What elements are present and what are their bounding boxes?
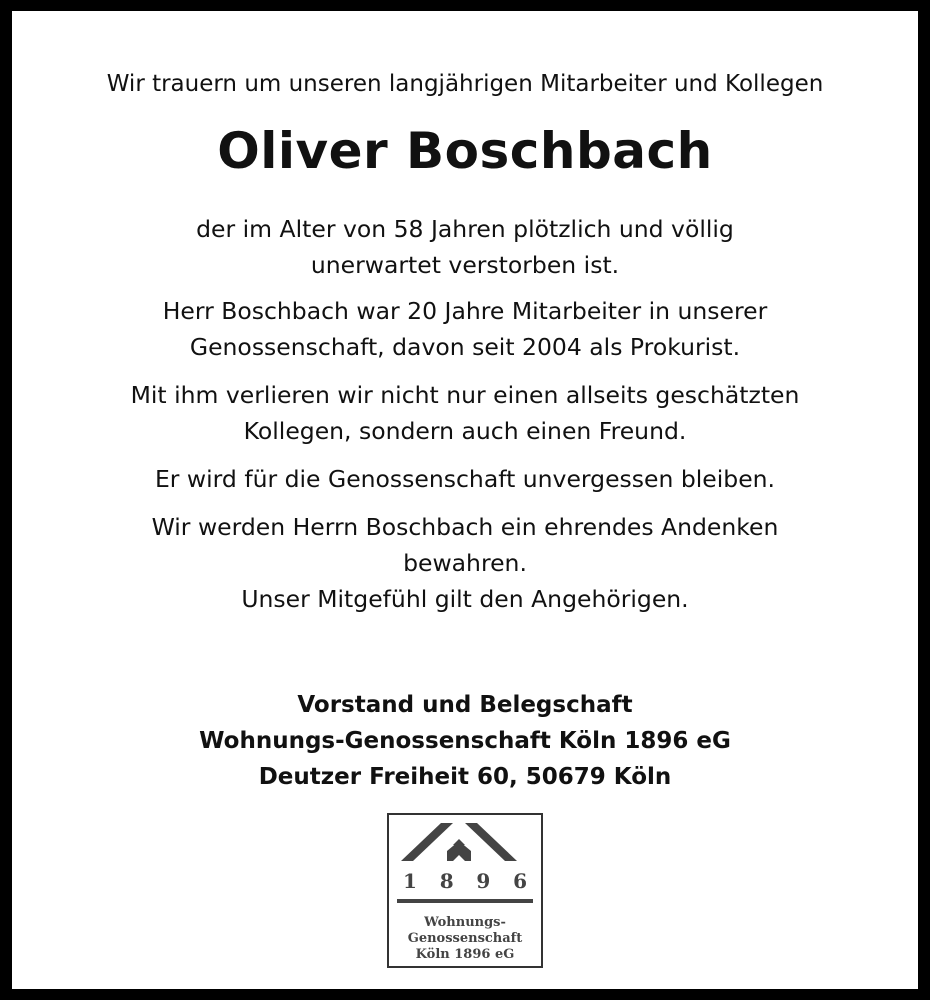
logo-year: [389, 869, 541, 893]
paragraph-age: [12, 211, 918, 283]
signature-line: Wohnungs-Genossenschaft Köln 1896 eG: [199, 728, 731, 754]
logo-digit: 6: [513, 869, 527, 893]
text-line: unerwartet verstorben ist.: [310, 251, 620, 279]
logo-line: Köln 1896 eG: [415, 947, 515, 962]
paragraph-career: [12, 293, 918, 365]
obituary-notice: [12, 11, 918, 989]
signature-line: Vorstand und Belegschaft: [297, 692, 633, 718]
logo-digit: 8: [439, 869, 454, 893]
paragraph-loss: [12, 377, 918, 449]
logo-digit: 9: [476, 869, 491, 893]
company-logo: [387, 813, 543, 968]
signature-block: [12, 687, 918, 795]
paragraph-condolence: [12, 509, 918, 617]
logo-text: [389, 915, 541, 963]
signature-line: Deutzer Freiheit 60, 50679 Köln: [258, 764, 672, 790]
text-line: Wir werden Herrn Boschbach ein ehrendes Andenken: [151, 513, 779, 541]
text-line: Mit ihm verlieren wir nicht nur einen allseits geschätzten: [130, 381, 800, 409]
logo-line: Genossenschaft: [407, 931, 523, 946]
logo-digit: 1: [403, 869, 417, 893]
text-line: bewahren.: [403, 549, 527, 577]
deceased-name: Oliver Boschbach: [217, 122, 713, 180]
text-line: Unser Mitgefühl gilt den Angehörigen.: [241, 585, 689, 613]
text-line: Er wird für die Genossenschaft unvergessen bleiben.: [154, 465, 776, 493]
text-line: Kollegen, sondern auch einen Freund.: [243, 417, 687, 445]
text-line: der im Alter von 58 Jahren plötzlich und völlig: [196, 215, 734, 243]
logo-line: Wohnungs-: [424, 915, 506, 930]
intro-line: Wir trauern um unseren langjährigen Mitarbeiter und Kollegen: [106, 71, 824, 97]
text-line: Herr Boschbach war 20 Jahre Mitarbeiter in unserer: [162, 297, 768, 325]
paragraph-remembrance: [12, 461, 918, 497]
text-line: Genossenschaft, davon seit 2004 als Prokurist.: [189, 333, 741, 361]
